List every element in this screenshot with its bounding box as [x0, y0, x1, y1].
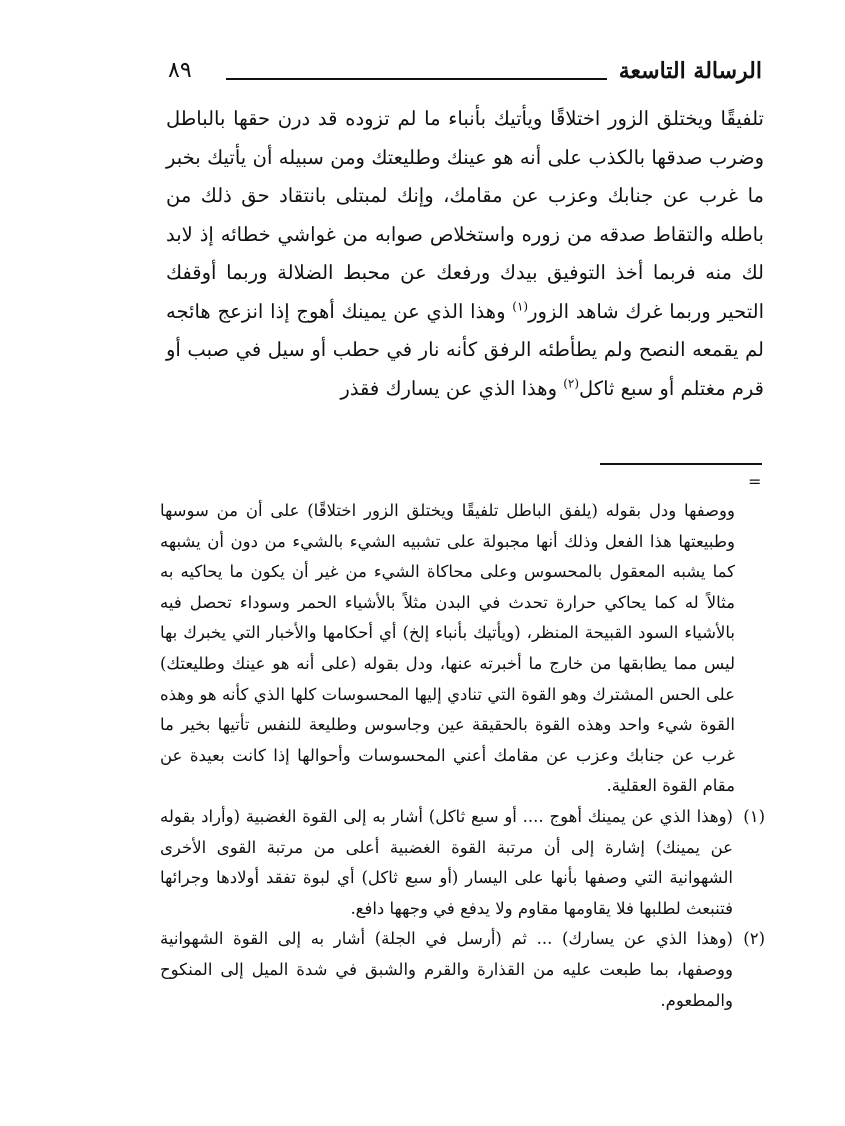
page-number: ٨٩ — [168, 58, 192, 83]
running-title: الرسالة التاسعة — [618, 58, 762, 84]
footnote-text: (وهذا الذي عن يسارك) ... ثم (أرسل في الجلة) أشار به إلى القوة الشهوانية ووصفها، بما طبعت عليه من القذارة والقرم والشبق في شدة الميل إلى المنكوح والمطعوم. — [160, 929, 733, 1010]
main-text-segment: وهذا الذي عن يسارك فقذر — [340, 376, 564, 400]
main-text-segment: تلفيقًا ويختلق الزور اختلاقًا ويأتيك بأنباء ما لم تزوده قد درن حقها بالباطل وضرب صدقها بالكذب على أنه هو عينك وطليعتك ومن سبيله أن يأتيك بخبر ما غرب عن جنابك وعزب عن مقامك، وإنك لمبتلى بانتقاد حق ذلك من باطله والتقاط صدقه من زوره واستخلاص صوابه من غواشي خطائه إذ لابد لك منه فربما أخذ التوفيق بيدك ورفعك عن محبط الضلالة وربما أوقفك التحير وربما غرك شاهد الزور — [166, 107, 764, 323]
footnote-number: (١) — [743, 806, 765, 826]
footnotes-block — [160, 496, 765, 1016]
main-paragraph — [166, 100, 764, 408]
footnote-ref-1: (١) — [512, 299, 529, 313]
footnote-continuation: ووصفها ودل بقوله (يلفق الباطل تلفيقًا ويختلق الزور اختلاقًا) على أن من سوسها وطبيعتها هذا الفعل وذلك أنها مجبولة على تشبيه الشيء بالشيء من دون أن يشبهه كما يشبه المعقول بالمحسوس وعلى محاكاة الشيء من غير أن يكون ما يحاكيه به مثالاً له كما يحاكي حرارة تحدث في البدن مثلاً بالأشياء الحمر وسوداء تحصل فيه بالأشياء السود القبيحة المنظر، (ويأتيك بأنباء إلخ) أي أحكامها والأخبار التي يخبرك بها ليس مما يطابقها من خارج ما أخبرته عنها، ودل بقوله (على أنه هو عينك وطليعتك) على الحس المشترك وهو القوة التي تنادي إليها المحسوسات كلها الذي كأنه هو وهذه القوة شيء واحد وهذه القوة بالحقيقة عين وجاسوس وطليعة للنفس تأتيها بخير ما غرب عن جنابك وعزب عن مقامك أعني المحسوسات وأحوالها إذا كانت بعيدة عن مقام القوة العقلية. — [160, 501, 735, 796]
main-text-segment: وهذا الذي عن يمينك أهوج إذا انزعج هائجه لم يقمعه النصح ولم يطأطئه الرفق كأنه نار في حطب أو سيل في صبب أو قرم مغتلم أو سبع ثاكل — [166, 299, 764, 400]
main-text-block — [166, 100, 764, 408]
footnote-ref-2: (٢) — [563, 376, 580, 390]
footnote-2 — [160, 924, 765, 1016]
footnote-text: (وهذا الذي عن يمينك أهوج .... أو سبع ثاكل) أشار به إلى القوة الغضبية (وأراد بقوله عن يمينك) إشارة إلى أن مرتبة القوة الغضبية أعلى من مرتبة القوى الأخرى الشهوانية التي وصفها بأنها على اليسار (أو سبع ثاكل) أي لبوة تفقد أولادها وجرائها فتنبعث لطلبها فلا يقاومها مقاوم ولا يدفع في وجهها دافع. — [160, 806, 733, 918]
footnote-separator — [600, 463, 762, 465]
page-header — [168, 58, 762, 98]
footnote-number: (٢) — [743, 929, 765, 949]
footnote-continuation-mark: = — [748, 472, 762, 491]
header-rule — [226, 78, 607, 80]
footnote-1 — [160, 802, 765, 924]
